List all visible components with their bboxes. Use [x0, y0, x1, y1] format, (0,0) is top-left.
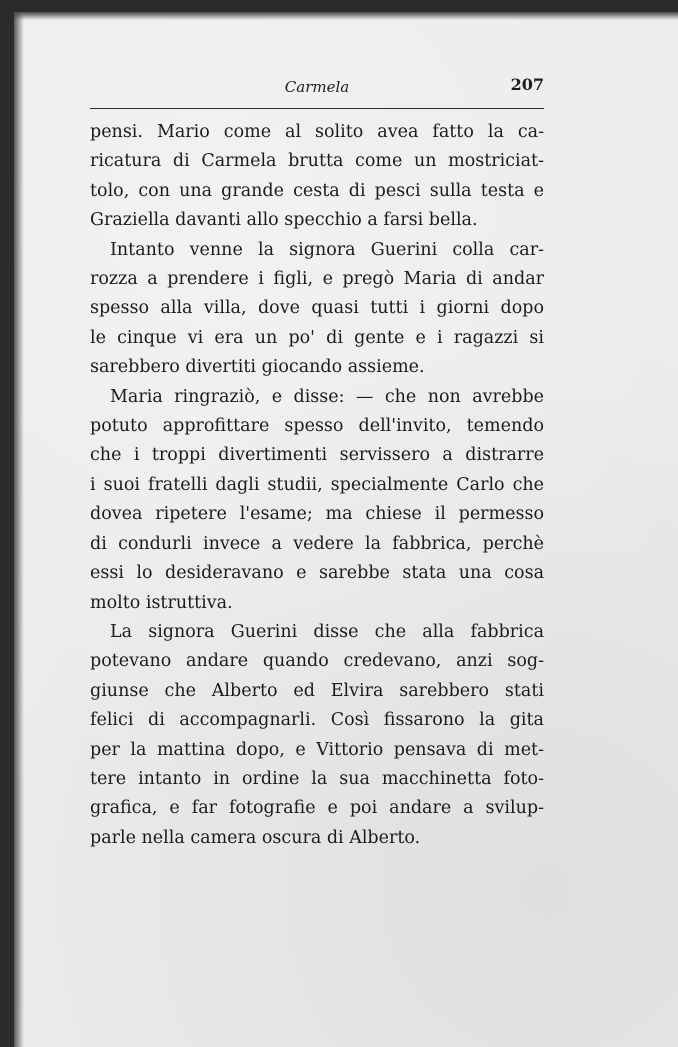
text-line: Intanto venne la signora Guerini colla car-	[110, 239, 544, 260]
paragraph-4	[90, 618, 544, 853]
running-title: Carmela	[284, 78, 350, 96]
running-head	[90, 75, 544, 100]
text-line: parle nella camera oscura di Alberto.	[90, 827, 421, 848]
paragraph-2	[90, 236, 544, 383]
text-line: rozza a prendere i figli, e pregò Maria di andar	[90, 269, 544, 290]
text-line: La signora Guerini disse che alla fabbrica	[110, 621, 544, 642]
text-line: tolo, con una grande cesta di pesci sulla testa e	[90, 180, 544, 201]
binding-shadow	[14, 12, 24, 1047]
text-line: essi lo desideravano e sarebbe stata una cosa	[90, 563, 544, 584]
text-line: molto istruttiva.	[90, 592, 233, 613]
text-line: per la mattina dopo, e Vittorio pensava di met-	[90, 739, 544, 760]
text-line: Graziella davanti allo specchio a farsi bella.	[90, 210, 478, 231]
text-line: grafica, e far fotografie e poi andare a svilup-	[90, 798, 544, 819]
text-line: che i troppi divertimenti servissero a distrarre	[90, 445, 544, 466]
text-line: spesso alla villa, dove quasi tutti i giorni dopo	[90, 298, 544, 319]
paragraph-1	[90, 118, 544, 236]
top-edge-shadow	[14, 12, 678, 20]
text-line: di condurli invece a vedere la fabbrica, perchè	[90, 533, 544, 554]
text-line: i suoi fratelli dagli studii, specialmente Carlo che	[90, 474, 544, 495]
paragraph-3	[90, 383, 544, 618]
text-line: tere intanto in ordine la sua macchinetta foto-	[90, 768, 544, 789]
header-rule	[90, 108, 544, 109]
text-line: le cinque vi era un po' di gente e i ragazzi si	[90, 327, 544, 348]
text-line: potevano andare quando credevano, anzi sog-	[90, 651, 544, 672]
text-line: sarebbero divertiti giocando assieme.	[90, 357, 425, 378]
text-line: felici di accompagnarli. Così fissarono la gita	[90, 710, 544, 731]
body-text	[90, 118, 544, 853]
text-line: pensi. Mario come al solito avea fatto la ca-	[90, 122, 544, 142]
text-line: Maria ringraziò, e disse: — che non avrebbe	[110, 386, 544, 407]
page-number: 207	[510, 75, 544, 94]
text-line: giunse che Alberto ed Elvira sarebbero stati	[90, 680, 544, 701]
text-line: dovea ripetere l'esame; ma chiese il permesso	[90, 504, 544, 525]
text-line: potuto approfittare spesso dell'invito, temendo	[90, 416, 544, 437]
book-page	[14, 12, 678, 1047]
text-line: ricatura di Carmela brutta come un mostriciat-	[90, 151, 544, 172]
